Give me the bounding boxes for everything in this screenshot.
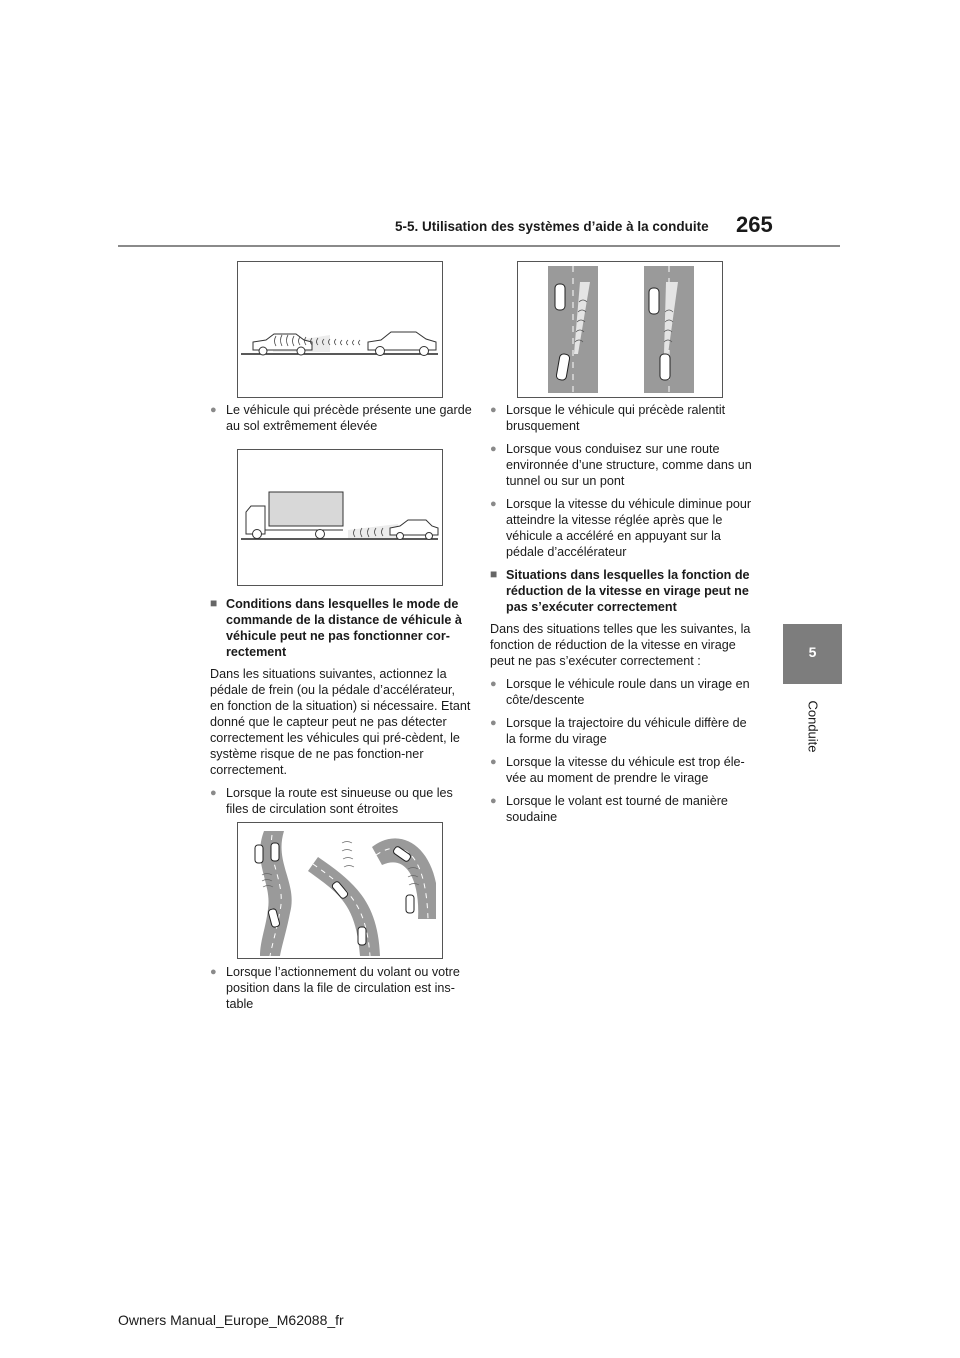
list-item: ● Lorsque le véhicule qui précède ralentit brusquement bbox=[490, 402, 752, 434]
section-title: 5-5. Utilisation des systèmes d’aide à la conduite bbox=[395, 219, 709, 234]
figure-high-clearance-vehicle bbox=[237, 261, 443, 398]
section-heading: ■ Conditions dans lesquelles le mode de commande de la distance de véhicule à véhicule peut ne pas fonctionner cor-rectement bbox=[210, 596, 472, 660]
list-item: ● Lorsque le volant est tourné de manière soudaine bbox=[490, 793, 752, 825]
list-item: ● Lorsque vous conduisez sur une route environnée d’une structure, comme dans un tunnel ou sur un pont bbox=[490, 441, 752, 489]
list-item: ● Lorsque la vitesse du véhicule est trop éle-vée au moment de prendre le virage bbox=[490, 754, 752, 786]
left-column-middle bbox=[210, 596, 472, 824]
left-column-bottom bbox=[210, 964, 472, 1019]
list-item: ● Lorsque la route est sinueuse ou que les files de circulation sont étroites bbox=[210, 785, 472, 817]
list-item: ● Lorsque la vitesse du véhicule diminue pour atteindre la vitesse réglée après que le véhicule a accéléré en appuyant sur la pédale d’accélérateur bbox=[490, 496, 752, 560]
list-item: ● Lorsque le véhicule roule dans un virage en côte/descente bbox=[490, 676, 752, 708]
figure-lane-vehicles bbox=[517, 261, 723, 398]
chapter-number: 5 bbox=[808, 644, 817, 660]
chapter-label-box bbox=[783, 694, 842, 754]
figure-truck-ahead bbox=[237, 449, 443, 586]
left-column-top bbox=[210, 402, 472, 441]
section-heading: ■ Situations dans lesquelles la fonction de réduction de la vitesse en virage peut ne pas s’exécuter correctement bbox=[490, 567, 752, 615]
figure-winding-roads bbox=[237, 822, 443, 959]
header-divider bbox=[118, 245, 840, 247]
chapter-label: Conduite bbox=[805, 700, 820, 753]
paragraph: Dans les situations suivantes, actionnez la pédale de frein (ou la pédale d’accélérateur, en fonction de la situation) si nécessaire. Etant donné que le capteur peut ne pas détecter correctement les véhicules qui pré-cèdent, le système risque de ne pas fonction-ner correctement. bbox=[210, 667, 471, 777]
footer-text: Owners Manual_Europe_M62088_fr bbox=[118, 1312, 344, 1328]
list-item: ● Lorsque la trajectoire du véhicule diffère de la forme du virage bbox=[490, 715, 752, 747]
page-number: 265 bbox=[736, 212, 773, 237]
list-item: ● Lorsque l’actionnement du volant ou votre position dans la file de circulation est ins-table bbox=[210, 964, 472, 1012]
list-item: ● Le véhicule qui précède présente une garde au sol extrêmement élevée bbox=[210, 402, 472, 434]
right-column bbox=[490, 402, 752, 832]
paragraph: Dans des situations telles que les suivantes, la fonction de réduction de la vitesse en virage peut ne pas s’exécuter correctement : bbox=[490, 622, 751, 668]
chapter-tab bbox=[783, 624, 842, 684]
